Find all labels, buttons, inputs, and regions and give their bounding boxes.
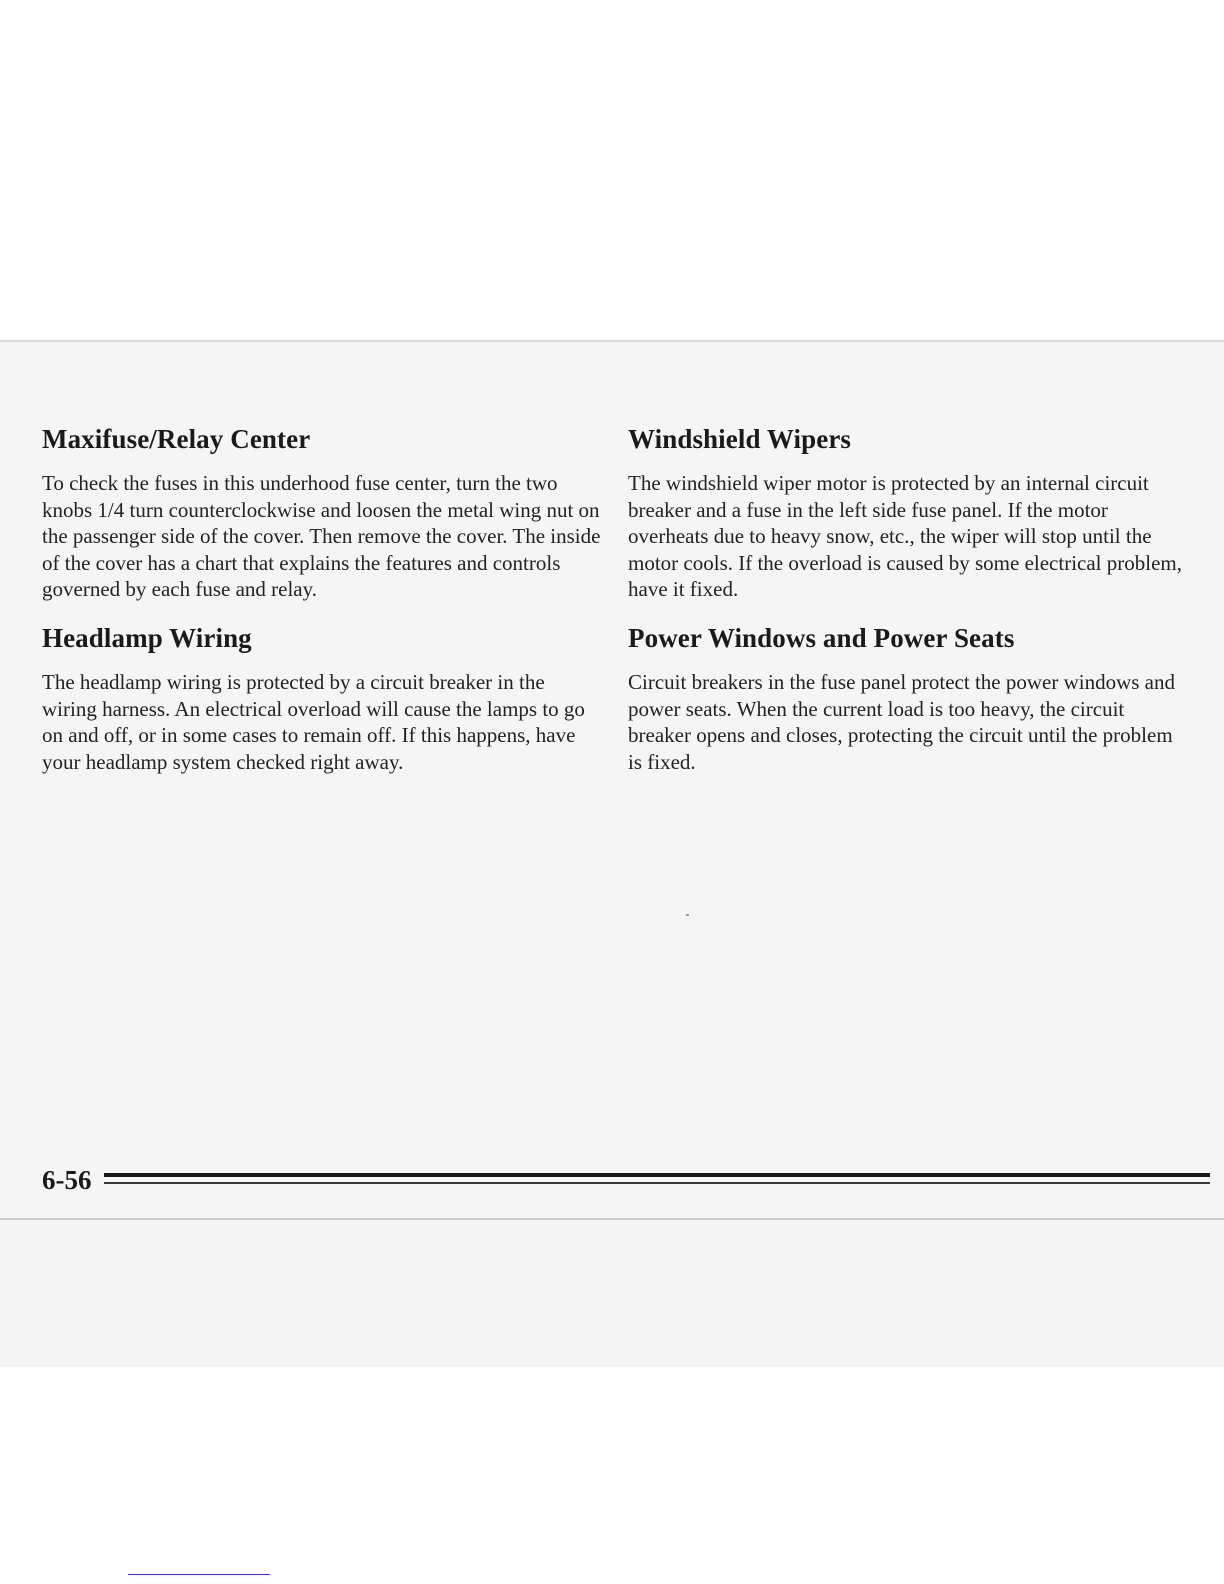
page-footer <box>42 1160 1172 1200</box>
heading-maxifuse-relay-center: Maxifuse/Relay Center <box>42 424 311 454</box>
heading-headlamp-wiring: Headlamp Wiring <box>42 622 252 653</box>
link-underline <box>128 1574 270 1575</box>
paragraph-headlamp-wiring: The headlamp wiring is protected by a circuit breaker in the wiring harness. An electrical overload will cause the lamps to go on and off, or in some cases to remain off. If this happens, have your headlamp system checked right away. <box>42 669 585 774</box>
right-column <box>628 422 1184 793</box>
heading-windshield-wipers: Windshield Wipers <box>628 424 852 454</box>
page-bottom-margin <box>0 1218 1224 1367</box>
paragraph-windshield-wipers: The windshield wiper motor is protected by an internal circuit breaker and a fuse in the left side fuse panel. If the motor overheats due to heavy snow, etc., the wiper will stop until the motor cools. If the overload is caused by some electrical problem, have it fixed. <box>628 471 1182 602</box>
left-column <box>42 422 602 793</box>
section-maxifuse-relay-center <box>42 422 602 603</box>
paragraph-maxifuse-relay-center: To check the fuses in this underhood fuse center, turn the two knobs 1/4 turn counterclockwise and loosen the metal wing nut on the passenger side of the cover. Then remove the cover. The inside of the cover has a chart that explains the features and controls governed by each fuse and relay. <box>42 471 601 602</box>
scan-speck <box>686 914 689 916</box>
section-windshield-wipers <box>628 422 1184 603</box>
heading-power-windows-seats: Power Windows and Power Seats <box>628 622 1015 653</box>
footer-rule-thin <box>104 1182 1210 1184</box>
page-number: 6-56 <box>42 1165 92 1195</box>
section-headlamp-wiring <box>42 621 602 775</box>
paragraph-power-windows-seats: Circuit breakers in the fuse panel protect the power windows and power seats. When the current load is too heavy, the circuit breaker opens and closes, protecting the circuit until the problem is fixed. <box>628 669 1175 774</box>
footer-rule-thick <box>104 1173 1210 1177</box>
section-power-windows-seats <box>628 621 1184 775</box>
